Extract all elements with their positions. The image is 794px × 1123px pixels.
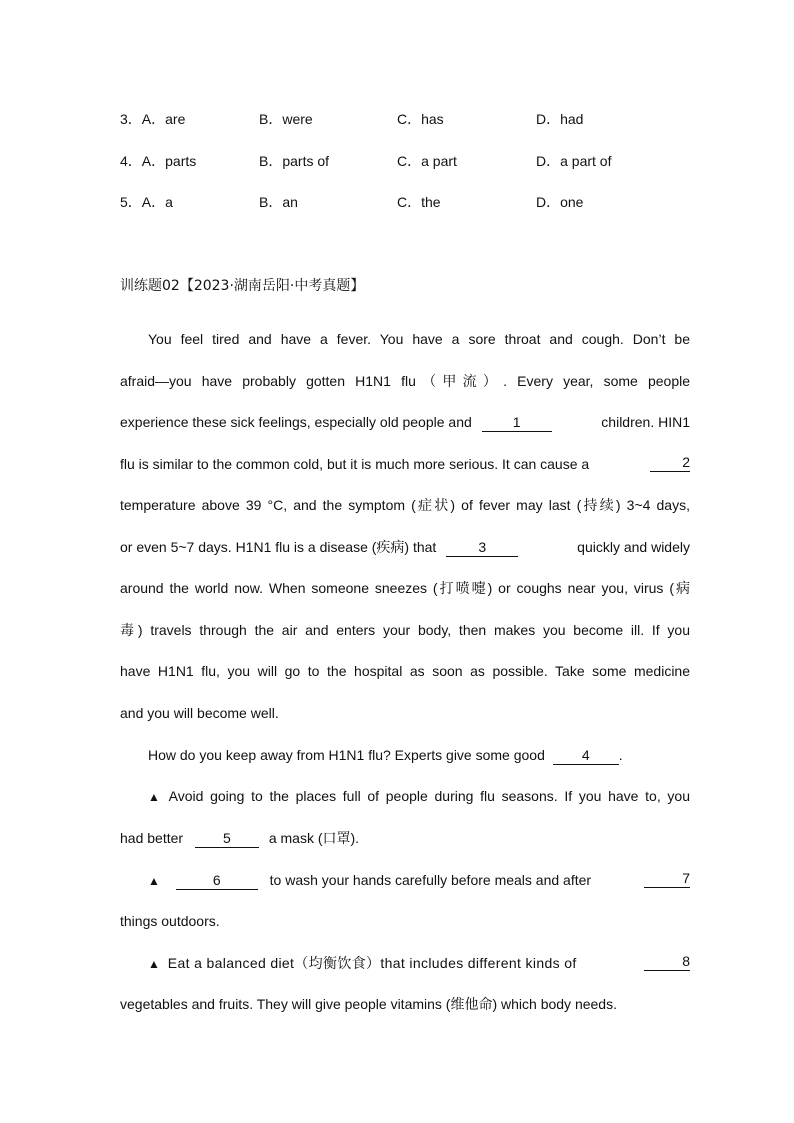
passage-line-15: things outdoors. — [120, 913, 220, 929]
passage-line-12 — [120, 785, 690, 808]
option-3c: C．has — [397, 111, 444, 127]
blank-6: 6 — [176, 871, 258, 890]
blank-4: 4 — [553, 746, 619, 765]
passage-line-4 — [120, 453, 690, 475]
passage-line-13 — [120, 827, 690, 849]
option-3b: B．were — [259, 111, 313, 127]
line-13-text: had better — [120, 830, 184, 846]
line-3-text: experience these sick feelings, especially old people and — [120, 414, 472, 430]
blank-2: 2 — [650, 453, 690, 472]
passage-line-17: vegetables and fruits. They will give people vitamins (维他命) which body needs. — [120, 996, 617, 1012]
line-13-tail: a mask (口罩). — [268, 830, 360, 846]
blank-5: 5 — [195, 829, 259, 848]
blank-8: 8 — [644, 952, 690, 971]
option-3a: 3．A．are — [120, 111, 186, 127]
line-11-text: How do you keep away from H1N1 flu? Experts give some good — [148, 747, 545, 763]
line-3-tail: children. HIN1 — [601, 414, 690, 430]
option-row-3 — [120, 109, 690, 131]
passage-line-11 — [120, 744, 718, 766]
passage-line-3 — [120, 411, 690, 433]
line-16-text: Eat a balanced diet（均衡饮食）that includes different kinds of — [167, 955, 577, 971]
passage-line-16 — [120, 952, 690, 975]
section-title: 训练题02【2023·湖南岳阳·中考真题】 — [120, 278, 365, 294]
option-5d: D．one — [536, 194, 584, 210]
line-12-text: Avoid going to the places full of people during flu seasons. If you have to, you — [168, 788, 690, 804]
line-14-text: to wash your hands carefully before meals and after — [269, 872, 592, 888]
passage-line-8: 毒) travels through the air and enters your body, then makes you become ill. If you — [120, 622, 690, 638]
option-4c: C．a part — [397, 153, 457, 169]
passage-line-2: afraid—you have probably gotten H1N1 flu（甲流）. Every year, some people — [120, 373, 690, 389]
blank-1: 1 — [482, 413, 552, 432]
passage-line-6 — [120, 536, 690, 558]
option-4b: B．parts of — [259, 153, 330, 169]
passage-line-14 — [120, 869, 690, 892]
option-row-4 — [120, 151, 690, 173]
passage-line-7: around the world now. When someone sneezes (打喷嚏) or coughs near you, virus (病 — [120, 580, 690, 596]
line-11-period: . — [618, 747, 623, 763]
passage-line-1: You feel tired and have a fever. You have a sore throat and cough. Don’t be — [148, 331, 690, 347]
triangle-icon: ▲ — [148, 874, 160, 888]
passage-line-9: have H1N1 flu, you will go to the hospital as soon as possible. Take some medicine — [120, 663, 690, 679]
option-5c: C．the — [397, 194, 441, 210]
passage-line-10: and you will become well. — [120, 705, 279, 721]
option-5a: 5．A．a — [120, 194, 173, 210]
option-5b: B．an — [259, 194, 298, 210]
passage-line-5: temperature above 39 °C, and the symptom (症状) of fever may last (持续) 3~4 days, — [120, 497, 690, 513]
line-6-text: or even 5~7 days. H1N1 flu is a disease (疾病) that — [120, 539, 437, 555]
line-6-tail: quickly and widely — [577, 539, 690, 555]
blank-7: 7 — [644, 869, 690, 888]
line-4-text: flu is similar to the common cold, but it is much more serious. It can cause a — [120, 456, 590, 472]
blank-3: 3 — [446, 538, 518, 557]
triangle-icon: ▲ — [148, 957, 160, 971]
option-4a: 4．A．parts — [120, 153, 197, 169]
option-4d: D．a part of — [536, 153, 612, 169]
triangle-icon: ▲ — [148, 790, 163, 804]
option-row-5 — [120, 192, 690, 214]
option-3d: D．had — [536, 111, 584, 127]
